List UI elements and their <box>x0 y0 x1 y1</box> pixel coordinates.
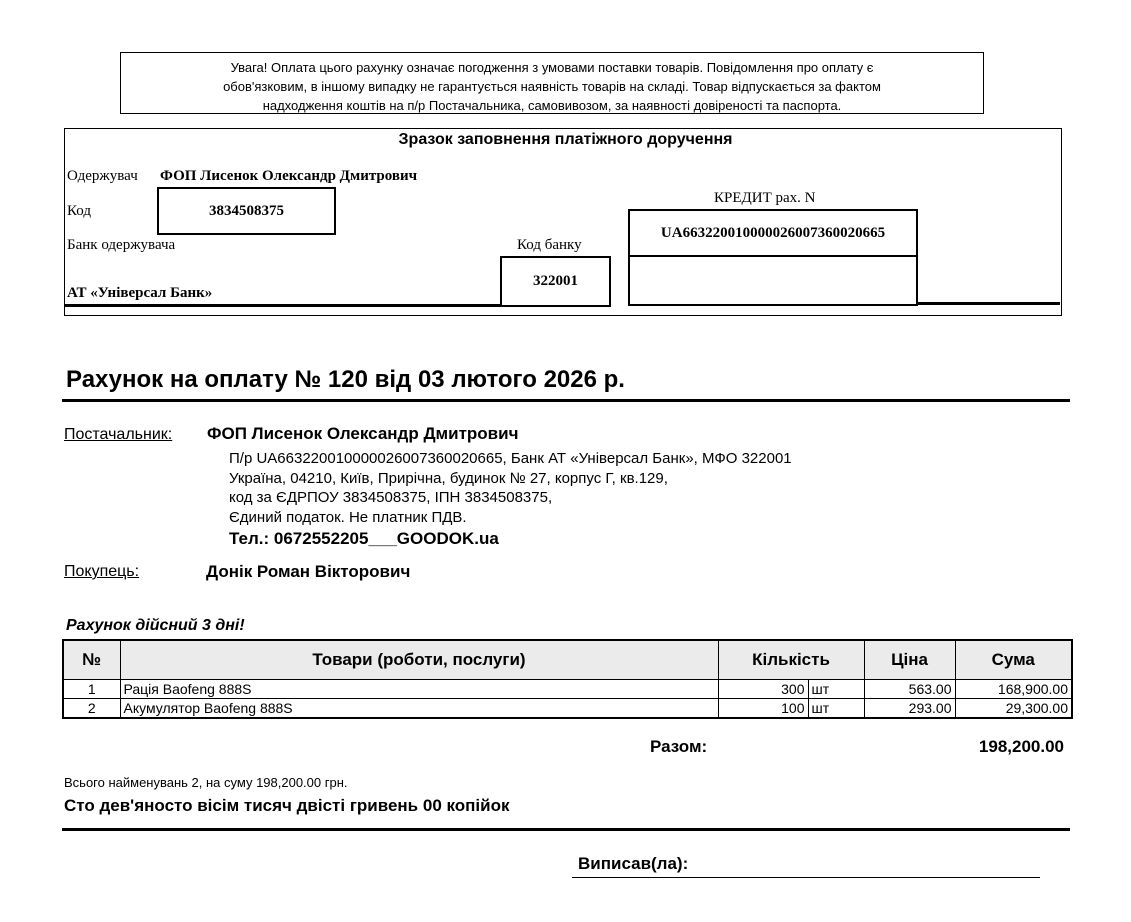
recipient-name: ФОП Лисенок Олександр Дмитрович <box>160 168 418 184</box>
items-table <box>62 639 1073 719</box>
row-name: Акумулятор Baofeng 888S <box>120 699 718 719</box>
account-box <box>628 209 918 257</box>
row-unit: шт <box>808 680 864 699</box>
row-name: Рація Baofeng 888S <box>120 680 718 699</box>
supplier-tax-status: Єдиний податок. Не платник ПДВ. <box>229 508 467 526</box>
signature-line <box>572 877 1040 878</box>
supplier-bank-details: П/р UA663220010000026007360020665, Банк АТ «Універсал Банк», МФО 322001 <box>229 450 792 467</box>
validity-note: Рахунок дійсний 3 дні! <box>66 617 245 634</box>
row-price: 563.00 <box>864 680 955 699</box>
notice-line-3: надходження коштів на п/р Постачальника, самовивозом, за наявності довіреності та паспорта. <box>262 98 842 113</box>
header-qty: Кількість <box>718 640 864 680</box>
bank-code-value: 322001 <box>533 273 578 289</box>
payment-sample-title: Зразок заповнення платіжного доручення <box>398 131 733 148</box>
bank-row-underline-left <box>64 304 500 307</box>
code-box <box>157 187 336 235</box>
issued-by-label: Виписав(ла): <box>578 854 689 873</box>
row-unit: шт <box>808 699 864 719</box>
header-price: Ціна <box>864 640 955 680</box>
bank-label: Банк одержувача <box>67 237 176 253</box>
code-label: Код <box>67 203 91 219</box>
notice-box <box>120 52 984 114</box>
buyer-label: Покупець: <box>64 563 140 580</box>
header-goods: Товари (роботи, послуги) <box>120 640 718 680</box>
title-divider <box>62 399 1070 402</box>
table-header-row <box>63 640 1072 680</box>
table-row <box>63 699 1072 719</box>
recipient-label: Одержувач <box>67 168 138 184</box>
buyer-name: Донік Роман Вікторович <box>206 562 411 581</box>
total-label: Разом: <box>650 737 708 756</box>
notice-line-2: обов'язковим, в іншому випадку не гарантується наявність товарів на складі. Товар відпускається за фактом <box>223 79 881 94</box>
header-num: № <box>63 640 120 680</box>
row-price: 293.00 <box>864 699 955 719</box>
code-value: 3834508375 <box>209 202 284 219</box>
notice-line-1: Увага! Оплата цього рахунку означає погодження з умовами поставки товарів. Повідомлення про оплату є <box>230 60 874 75</box>
row-num: 2 <box>63 699 120 719</box>
bank-code-box <box>500 256 611 307</box>
supplier-details <box>229 449 792 527</box>
supplier-label: Постачальник: <box>64 426 173 443</box>
supplier-address: Україна, 04210, Київ, Прирічна, будинок № 27, корпус Г, кв.129, <box>229 469 668 487</box>
row-sum: 29,300.00 <box>955 699 1072 719</box>
total-in-words: Сто дев'яносто вісім тисяч двісті гривень 00 копійок <box>64 796 510 815</box>
total-value: 198,200.00 <box>978 737 1064 756</box>
bank-row-underline-right <box>918 302 1060 305</box>
row-num: 1 <box>63 680 120 699</box>
header-sum: Сума <box>955 640 1072 680</box>
bank-name: АТ «Універсал Банк» <box>67 285 213 301</box>
total-summary: Всього найменувань 2, на суму 198,200.00 грн. <box>64 775 348 790</box>
supplier-codes: код за ЄДРПОУ 3834508375, ІПН 3834508375, <box>229 489 553 506</box>
account-empty-box <box>628 255 918 306</box>
invoice-title: Рахунок на оплату № 120 від 03 лютого 2026 р. <box>66 366 625 393</box>
account-value: UA663220010000026007360020665 <box>660 224 886 241</box>
bank-code-label: Код банку <box>517 237 582 253</box>
supplier-name: ФОП Лисенок Олександр Дмитрович <box>207 424 519 443</box>
bottom-divider <box>62 828 1070 831</box>
credit-label: КРЕДИТ рах. N <box>714 190 816 206</box>
row-qty: 300 <box>718 680 808 699</box>
row-qty: 100 <box>718 699 808 719</box>
supplier-phone: Тел.: 0672552205___GOODOK.ua <box>229 529 499 548</box>
row-sum: 168,900.00 <box>955 680 1072 699</box>
table-row <box>63 680 1072 699</box>
